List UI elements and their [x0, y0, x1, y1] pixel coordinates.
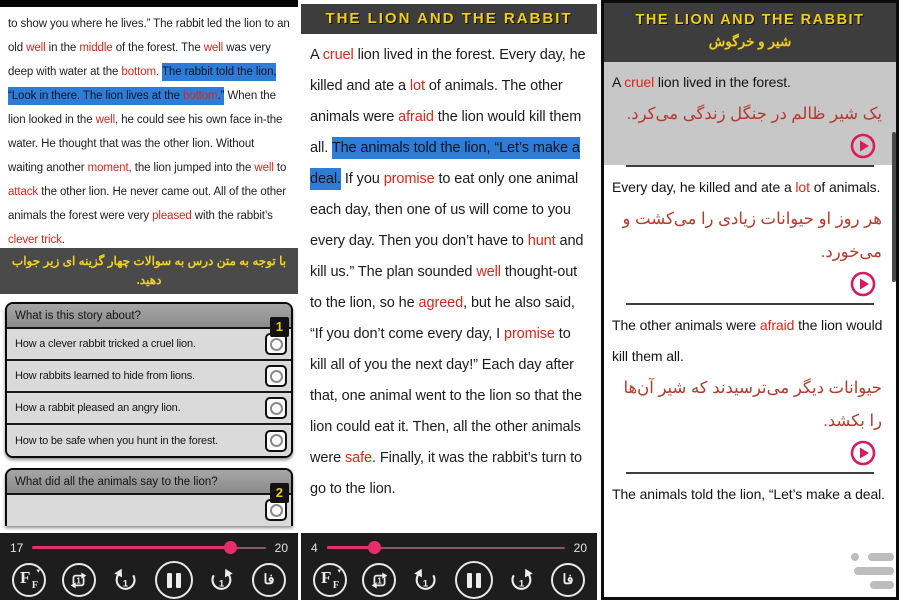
sentence-persian: یک شیر ظالم در جنگل زندگی می‌کرد. [626, 105, 882, 123]
answer-option-3[interactable] [7, 393, 291, 425]
player-bar-2 [301, 533, 597, 600]
answer-option-label: How a rabbit pleased an angry lion. [15, 402, 181, 414]
svg-text:1: 1 [377, 576, 382, 586]
sentence-list [604, 62, 896, 597]
slider-thumb[interactable] [224, 541, 237, 554]
sentence-english: Every day, he killed and ate a lot of animals. [612, 179, 881, 195]
story-text[interactable]: to show you where he lives.” The rabbit led the lion to an old well in the middle of the forest. The well was very deep with water at the bottom. The rabbit told the lion, “Look in there. The lion lives at the bottom.” When the lion looked in the well, he could see his own face in-the water. He thought that was the other lion. Without waiting another moment, the lion jumped into the well to attack the other lion. He never came out. All of the other animals the forest were very pleased with the rabbit’s clever trick. [8, 18, 290, 246]
slider-max-value: 20 [573, 540, 587, 555]
answer-option-2[interactable] [7, 361, 291, 393]
panel-story [301, 0, 597, 600]
radio-button[interactable] [265, 365, 287, 387]
top-strip [0, 0, 298, 7]
pause-icon[interactable] [155, 561, 193, 599]
answer-option-label: How to be safe when you hunt in the forest. [15, 434, 218, 447]
slider-row [301, 533, 597, 560]
panel-reading-quiz [0, 0, 298, 600]
scrollbar[interactable] [892, 132, 896, 282]
question-card-2 [5, 468, 293, 526]
farsi-toggle-icon[interactable]: فا [551, 563, 585, 597]
play-audio-button[interactable] [850, 440, 876, 466]
watermark-logo [846, 549, 896, 597]
story-title: THE LION AND THE RABBIT [635, 12, 865, 28]
answer-option-1[interactable] [7, 329, 291, 361]
undo-icon[interactable] [411, 566, 439, 594]
repeat-one-icon[interactable] [62, 563, 96, 597]
font-size-icon[interactable]: F ▾ F [12, 563, 46, 597]
player-toolbar [0, 560, 298, 600]
quiz-instruction: با توجه به متن درس به سوالات چهار گزینه ای زیر جواب دهید. [0, 248, 298, 294]
slider-thumb[interactable] [368, 541, 381, 554]
radio-button[interactable] [265, 397, 287, 419]
svg-text:1: 1 [122, 578, 129, 590]
radio-circle [270, 402, 283, 415]
radio-button[interactable] [265, 430, 287, 452]
radio-circle [270, 370, 283, 383]
svg-text:1: 1 [423, 578, 429, 590]
redo-icon[interactable] [208, 566, 236, 594]
answer-option-partial[interactable] [7, 495, 291, 526]
sentence-block-1[interactable] [604, 62, 896, 165]
svg-text:1: 1 [518, 578, 524, 590]
slider-max-value: 20 [274, 540, 288, 555]
sentence-block-2[interactable] [604, 167, 896, 303]
player-toolbar [301, 560, 597, 600]
radio-circle [270, 338, 283, 351]
font-size-icon[interactable]: F ▾ F [313, 563, 347, 597]
radio-circle [270, 434, 283, 447]
radio-circle [270, 504, 283, 517]
farsi-toggle-icon[interactable]: فا [252, 563, 286, 597]
sentence-block-4[interactable] [604, 474, 896, 510]
answer-option-4[interactable] [7, 425, 291, 456]
svg-text:1: 1 [219, 578, 225, 590]
slider-current-value: 4 [311, 540, 318, 555]
svg-text:1: 1 [76, 576, 81, 586]
sentence-persian: حیوانات دیگر می‌ترسیدند که شیر آن‌ها را بکشد. [623, 379, 882, 430]
redo-icon[interactable] [508, 566, 536, 594]
sentence-persian: هر روز او حیوانات زیادی را می‌کشت و می‌خورد. [622, 210, 882, 261]
answer-option-label: How a clever rabbit tricked a cruel lion. [15, 338, 196, 350]
slider-current-value: 17 [10, 540, 24, 555]
question-2-number-badge: 2 [270, 483, 289, 503]
sentence-english: The animals told the lion, “Let’s make a deal. [612, 486, 885, 502]
question-1-header: What is this story about? [7, 304, 291, 329]
story-title-persian: شیر و خرگوش [708, 34, 792, 49]
player-bar-1 [0, 533, 298, 600]
sentence-block-3[interactable] [604, 305, 896, 472]
question-card-1 [5, 302, 293, 458]
story-title: THE LION AND THE RABBIT [301, 4, 597, 34]
play-audio-button[interactable] [850, 271, 876, 297]
slider-fill [32, 546, 230, 549]
undo-icon[interactable] [111, 566, 139, 594]
answer-option-label: How rabbits learned to hide from lions. [15, 370, 195, 382]
panel-translation [601, 0, 899, 600]
repeat-one-icon[interactable] [362, 563, 396, 597]
sentence-english: A cruel lion lived in the forest. [612, 74, 791, 90]
play-audio-button[interactable] [850, 133, 876, 159]
progress-slider[interactable] [32, 541, 265, 554]
question-2-header: What did all the animals say to the lion? [7, 470, 291, 495]
slider-row [0, 533, 298, 560]
progress-slider[interactable] [327, 541, 565, 554]
sentence-english: The other animals were afraid the lion would kill them all. [612, 317, 883, 364]
pause-icon[interactable] [455, 561, 493, 599]
question-1-number-badge: 1 [270, 317, 289, 337]
title-bar [604, 3, 896, 62]
story-text[interactable]: A cruel lion lived in the forest. Every day, he killed and ate a lot of animals. The other animals were afraid the lion would kill them all. The animals told the lion, “Let’s make a deal. If you promise to eat only one animal each day, then one of us will come to you every day. Then you don’t have to hunt and kill us.” The plan sounded well thought-out to the lion, so he agreed, but he also said, “If you don’t come every day, I promise to kill all of you the next day!” Each day after that, one animal went to the lion so that the lion could eat it. Then, all the other animals were safe. Finally, it was the rabbit’s turn to go to the lion. [310, 47, 586, 497]
